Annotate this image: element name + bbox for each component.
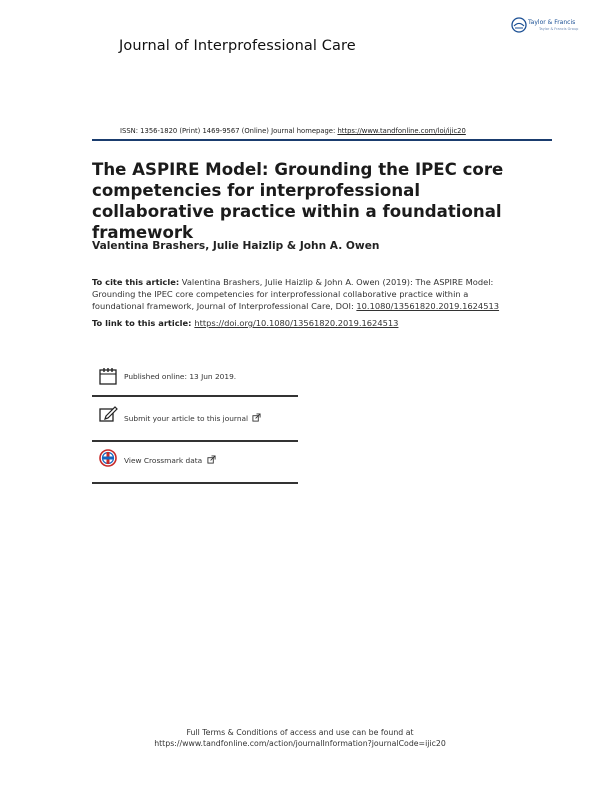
crossmark-link[interactable]: View Crossmark data	[124, 456, 203, 465]
published-info	[98, 366, 298, 390]
divider	[92, 482, 298, 484]
publisher-logo[interactable]	[511, 17, 583, 37]
link-row	[92, 318, 398, 328]
cite-doi-link[interactable]: 10.1080/13561820.2019.1624513	[356, 301, 500, 311]
crossmark-icon	[98, 448, 118, 468]
external-link-icon	[207, 455, 216, 464]
published-date-text: Published online: 13 Jun 2019.	[124, 372, 237, 381]
divider	[92, 395, 298, 397]
footer-terms-text: Full Terms & Conditions of access and use can be found at	[186, 728, 414, 737]
issn-text: ISSN: 1356-1820 (Print) 1469-9567 (Online) Journal homepage:	[120, 127, 338, 135]
cite-label: To cite this article:	[92, 277, 180, 287]
citation-block	[92, 276, 512, 312]
link-label: To link to this article:	[92, 318, 195, 328]
crossmark-item[interactable]	[98, 448, 298, 472]
external-link-icon	[252, 413, 261, 422]
calendar-icon	[98, 366, 118, 386]
submit-article-link[interactable]: Submit your article to this journal	[124, 414, 249, 423]
publisher-logo-text: Taylor & Francis	[528, 19, 576, 26]
edit-icon	[98, 404, 118, 424]
article-title: The ASPIRE Model: Grounding the IPEC core competencies for interprofessional collaborative practice within a foundational framework	[92, 160, 504, 242]
header-rule	[92, 139, 552, 141]
divider	[92, 440, 298, 442]
taylor-francis-logo-icon	[511, 17, 527, 33]
doi-link[interactable]: https://doi.org/10.1080/13561820.2019.1624513	[194, 318, 399, 328]
cite-text: Valentina Brashers, Julie Haizlip & John A. Owen (2019): The ASPIRE Model: Grounding the IPEC core competencies for interprofessional collaborative practice within a foundational framework, Journal of Interprofessional Care, DOI:	[92, 277, 494, 311]
journal-homepage-link[interactable]: https://www.tandfonline.com/loi/ijic20	[337, 127, 466, 135]
article-authors: Valentina Brashers, Julie Haizlip & John A. Owen	[92, 240, 380, 252]
publisher-logo-subtext: Taylor & Francis Group	[539, 27, 579, 31]
journal-name[interactable]: Journal of Interprofessional Care	[119, 38, 356, 54]
issn-line	[120, 127, 520, 135]
submit-article-item[interactable]	[98, 404, 298, 428]
footer-terms-link[interactable]: https://www.tandfonline.com/action/journalInformation?journalCode=ijic20	[154, 739, 446, 748]
